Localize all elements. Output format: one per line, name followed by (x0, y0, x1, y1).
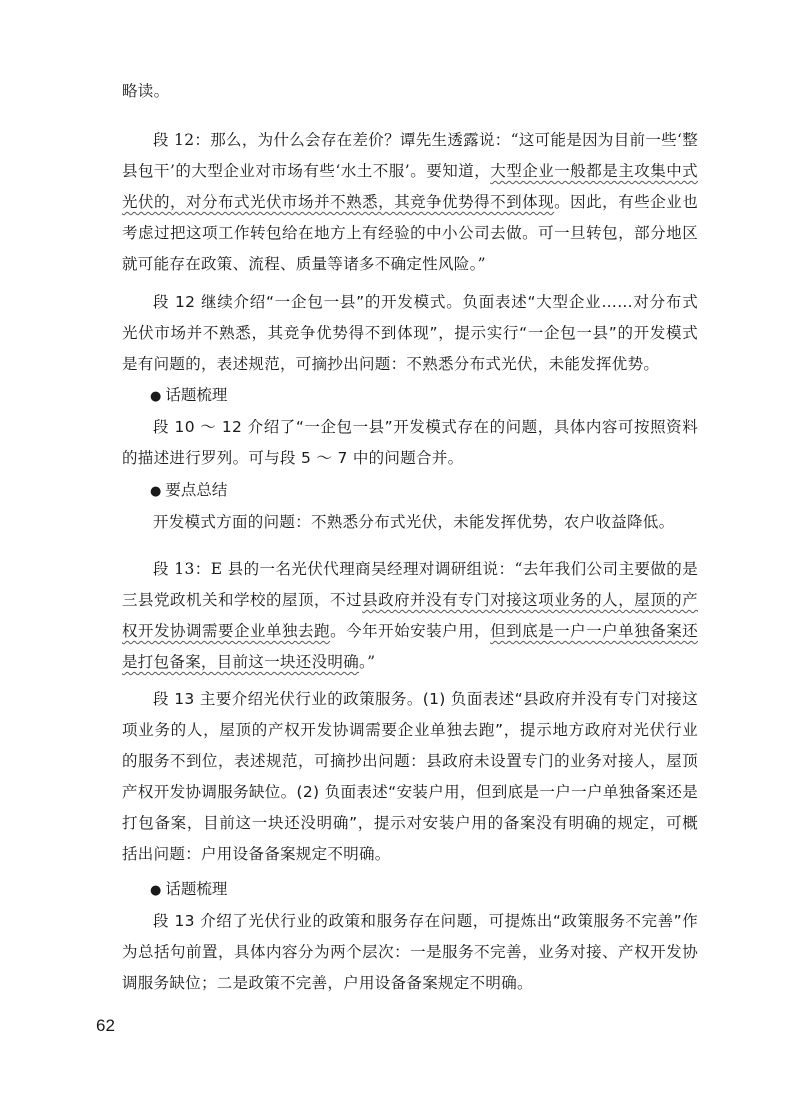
heading-text: 话题梳理 (165, 386, 228, 404)
paragraph-topic-10-12: 段 10 ～ 12 介绍了“一企包一县”开发模式存在的问题，具体内容可按照资料的描述进行罗列。可与段 5 ～ 7 中的问题合并。 (122, 418, 698, 467)
source-12-underlined: 大型企业一般都是主攻集中式光伏的，对分布式光伏市场并不熟悉，其竞争优势得不到体现 (122, 162, 698, 211)
paragraph-source-13 (122, 554, 698, 678)
bullet-icon: ● (150, 389, 162, 404)
bullet-icon: ● (150, 484, 162, 499)
heading-text: 要点总结 (165, 481, 228, 499)
source-13-underlined-1: 县政府并没有专门对接这项业务的人，屋顶的产权开发协调需要企业单独去跑 (122, 591, 698, 640)
paragraph-analysis-12: 段 12 继续介绍“一企包一县”的开发模式。负面表述“大型企业……对分布式光伏市场并不熟悉，其竞争优势得不到体现”，提示实行“一企包一县”的开发模式是有问题的，表述规范，可摘抄出问题：不熟悉分布式光伏，未能发挥优势。 (122, 293, 698, 373)
source-12-text-b: 。因此，有些企业也考虑过把这项工作转包给在地方上有经验的中小公司去做。可一旦转包，部分地区就可能存在政策、流程、质量等诸多不确定性风险。” (122, 193, 698, 273)
heading-text: 话题梳理 (165, 880, 228, 898)
page-number: 62 (96, 1016, 115, 1035)
bullet-icon: ● (150, 883, 162, 898)
source-13-text-c: 。” (359, 653, 376, 671)
paragraph-analysis-13: 段 13 主要介绍光伏行业的政策服务。(1) 负面表述“县政府并没有专门对接这项业务的人，屋顶的产权开发协调需要企业单独去跑”，提示地方政府对光伏行业的服务不到位，表述规范，可摘抄出问题：县政府未设置专门的业务对接人，屋顶产权开发协调服务缺位。(2) 负面表述“安装户用，但到底是一户一户单独备案还是打包备案，目前这一块还没明确”，提示对安装户用的备案没有明确的规定，可概括出问题：户用设备备案规定不明确。 (122, 690, 698, 863)
source-13-text-b: 。今年开始安装户用， (330, 622, 491, 640)
paragraph-topic-13: 段 13 介绍了光伏行业的政策和服务存在问题，可提炼出“政策服务不完善”作为总括句前置，具体内容分为两个层次：一是服务不完善，业务对接、产权开发协调服务缺位；二是政策不完善，户用设备备案规定不明确。 (122, 912, 698, 992)
heading-topic-sorting-2 (150, 874, 227, 906)
paragraph-source-12 (122, 125, 698, 280)
source-12-text-a: 段 12：那么，为什么会存在差价？谭先生透露说：“这可能是因为目前一些‘整县包干’的大型企业对市场有些‘水土不服’。要知道， (122, 131, 698, 180)
source-13-text-a: 段 13：E 县的一名光伏代理商吴经理对调研组说：“去年我们公司主要做的是三县党政机关和学校的屋顶，不过 (122, 560, 698, 609)
heading-topic-sorting-1 (150, 380, 227, 412)
source-13-underlined-2: 但到底是一户一户单独备案还是打包备案，目前这一块还没明确 (122, 622, 699, 671)
paragraph-summary: 开发模式方面的问题：不熟悉分布式光伏，未能发挥优势，农户收益降低。 (153, 513, 675, 531)
heading-key-summary (150, 475, 227, 507)
paragraph-intro-tail: 略读。 (122, 82, 170, 100)
